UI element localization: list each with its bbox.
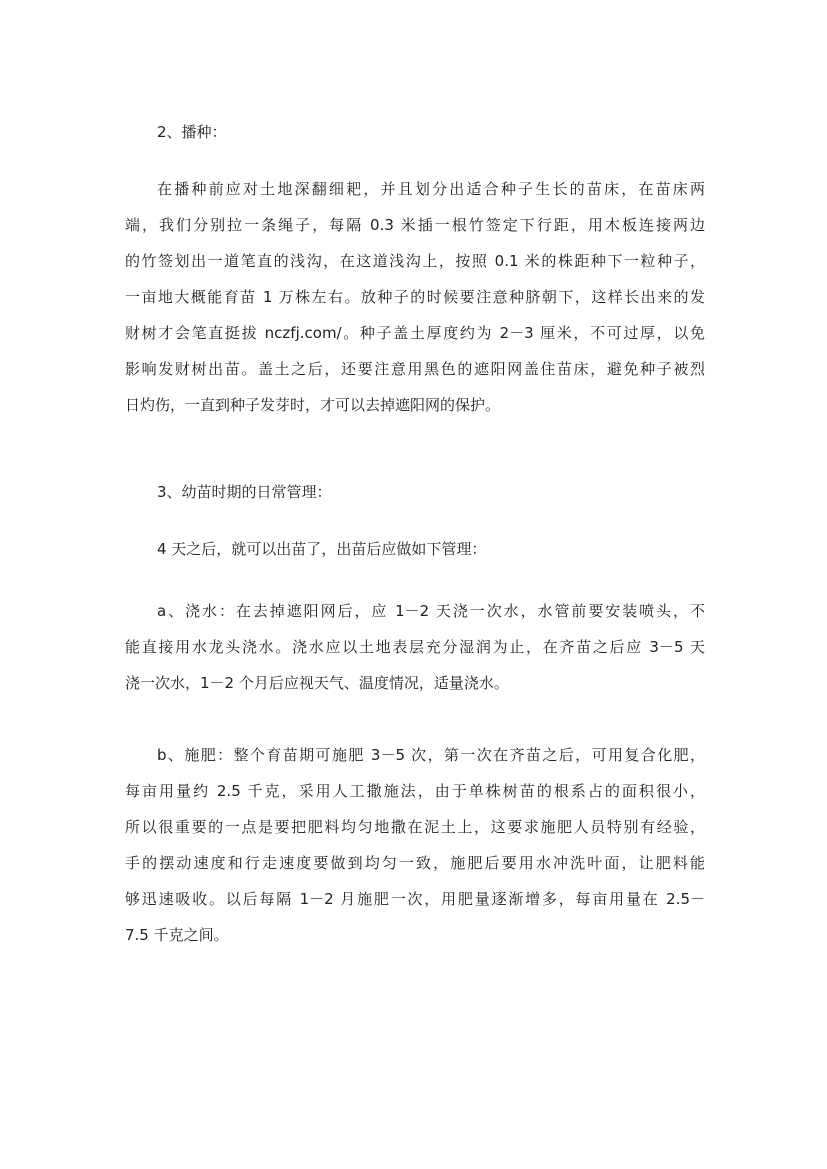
paragraph-fertilizing bbox=[125, 739, 705, 951]
text-line: 财树才会笔直挺拔 nczfj.com/。种子盖土厚度约为 2－3 厘米，不可过厚，以免 bbox=[125, 324, 705, 342]
text-line: a、浇水：在去掉遮阳网后，应 1－2 天浇一次水，水管前要安装喷头，不 bbox=[157, 602, 705, 620]
text-line: 端，我们分别拉一条绳子，每隔 0.3 米插一根竹签定下行距，用木板连接两边 bbox=[125, 216, 705, 234]
text-line: 影响发财树出苗。盖土之后，还要注意用黑色的遮阳网盖住苗床，避免种子被烈 bbox=[125, 360, 705, 378]
text-line: 浇一次水，1－2 个月后应视天气、温度情况，适量浇水。 bbox=[125, 674, 509, 692]
text-line: 够迅速吸收。以后每隔 1－2 月施肥一次，用肥量逐渐增多，每亩用量在 2.5－ bbox=[125, 890, 705, 908]
text-line: 一亩地大概能育苗 1 万株左右。放种子的时候要注意种脐朝下，这样长出来的发 bbox=[125, 288, 705, 306]
text-line: 在播种前应对土地深翻细耙，并且划分出适合种子生长的苗床，在苗床两 bbox=[157, 180, 705, 198]
heading-seedling: 3、幼苗时期的日常管理： bbox=[157, 483, 332, 501]
text-line: 所以很重要的一点是要把肥料均匀地撒在泥土上，这要求施肥人员特别有经验， bbox=[125, 818, 705, 836]
text-line: b、施肥：整个育苗期可施肥 3－5 次，第一次在齐苗之后，可用复合化肥， bbox=[157, 746, 705, 764]
text-line: 日灼伤，一直到种子发芽时，才可以去掉遮阳网的保护。 bbox=[125, 396, 501, 414]
text-line: 能直接用水龙头浇水。浇水应以土地表层充分湿润为止，在齐苗之后应 3－5 天 bbox=[125, 638, 705, 656]
seedling-intro: 4 天之后，就可以出苗了，出苗后应做如下管理： bbox=[157, 540, 487, 558]
heading-sowing: 2、播种： bbox=[157, 123, 227, 141]
text-line: 每亩用量约 2.5 千克，采用人工撒施法，由于单株树苗的根系占的面积很小， bbox=[125, 782, 705, 800]
paragraph-watering bbox=[125, 595, 705, 699]
text-line: 7.5 千克之间。 bbox=[125, 926, 229, 944]
text-line: 手的摆动速度和行走速度要做到均匀一致，施肥后要用水冲洗叶面，让肥料能 bbox=[125, 854, 705, 872]
paragraph-sowing bbox=[125, 173, 705, 421]
text-line: 的竹签划出一道笔直的浅沟，在这道浅沟上，按照 0.1 米的株距种下一粒种子， bbox=[125, 252, 705, 270]
